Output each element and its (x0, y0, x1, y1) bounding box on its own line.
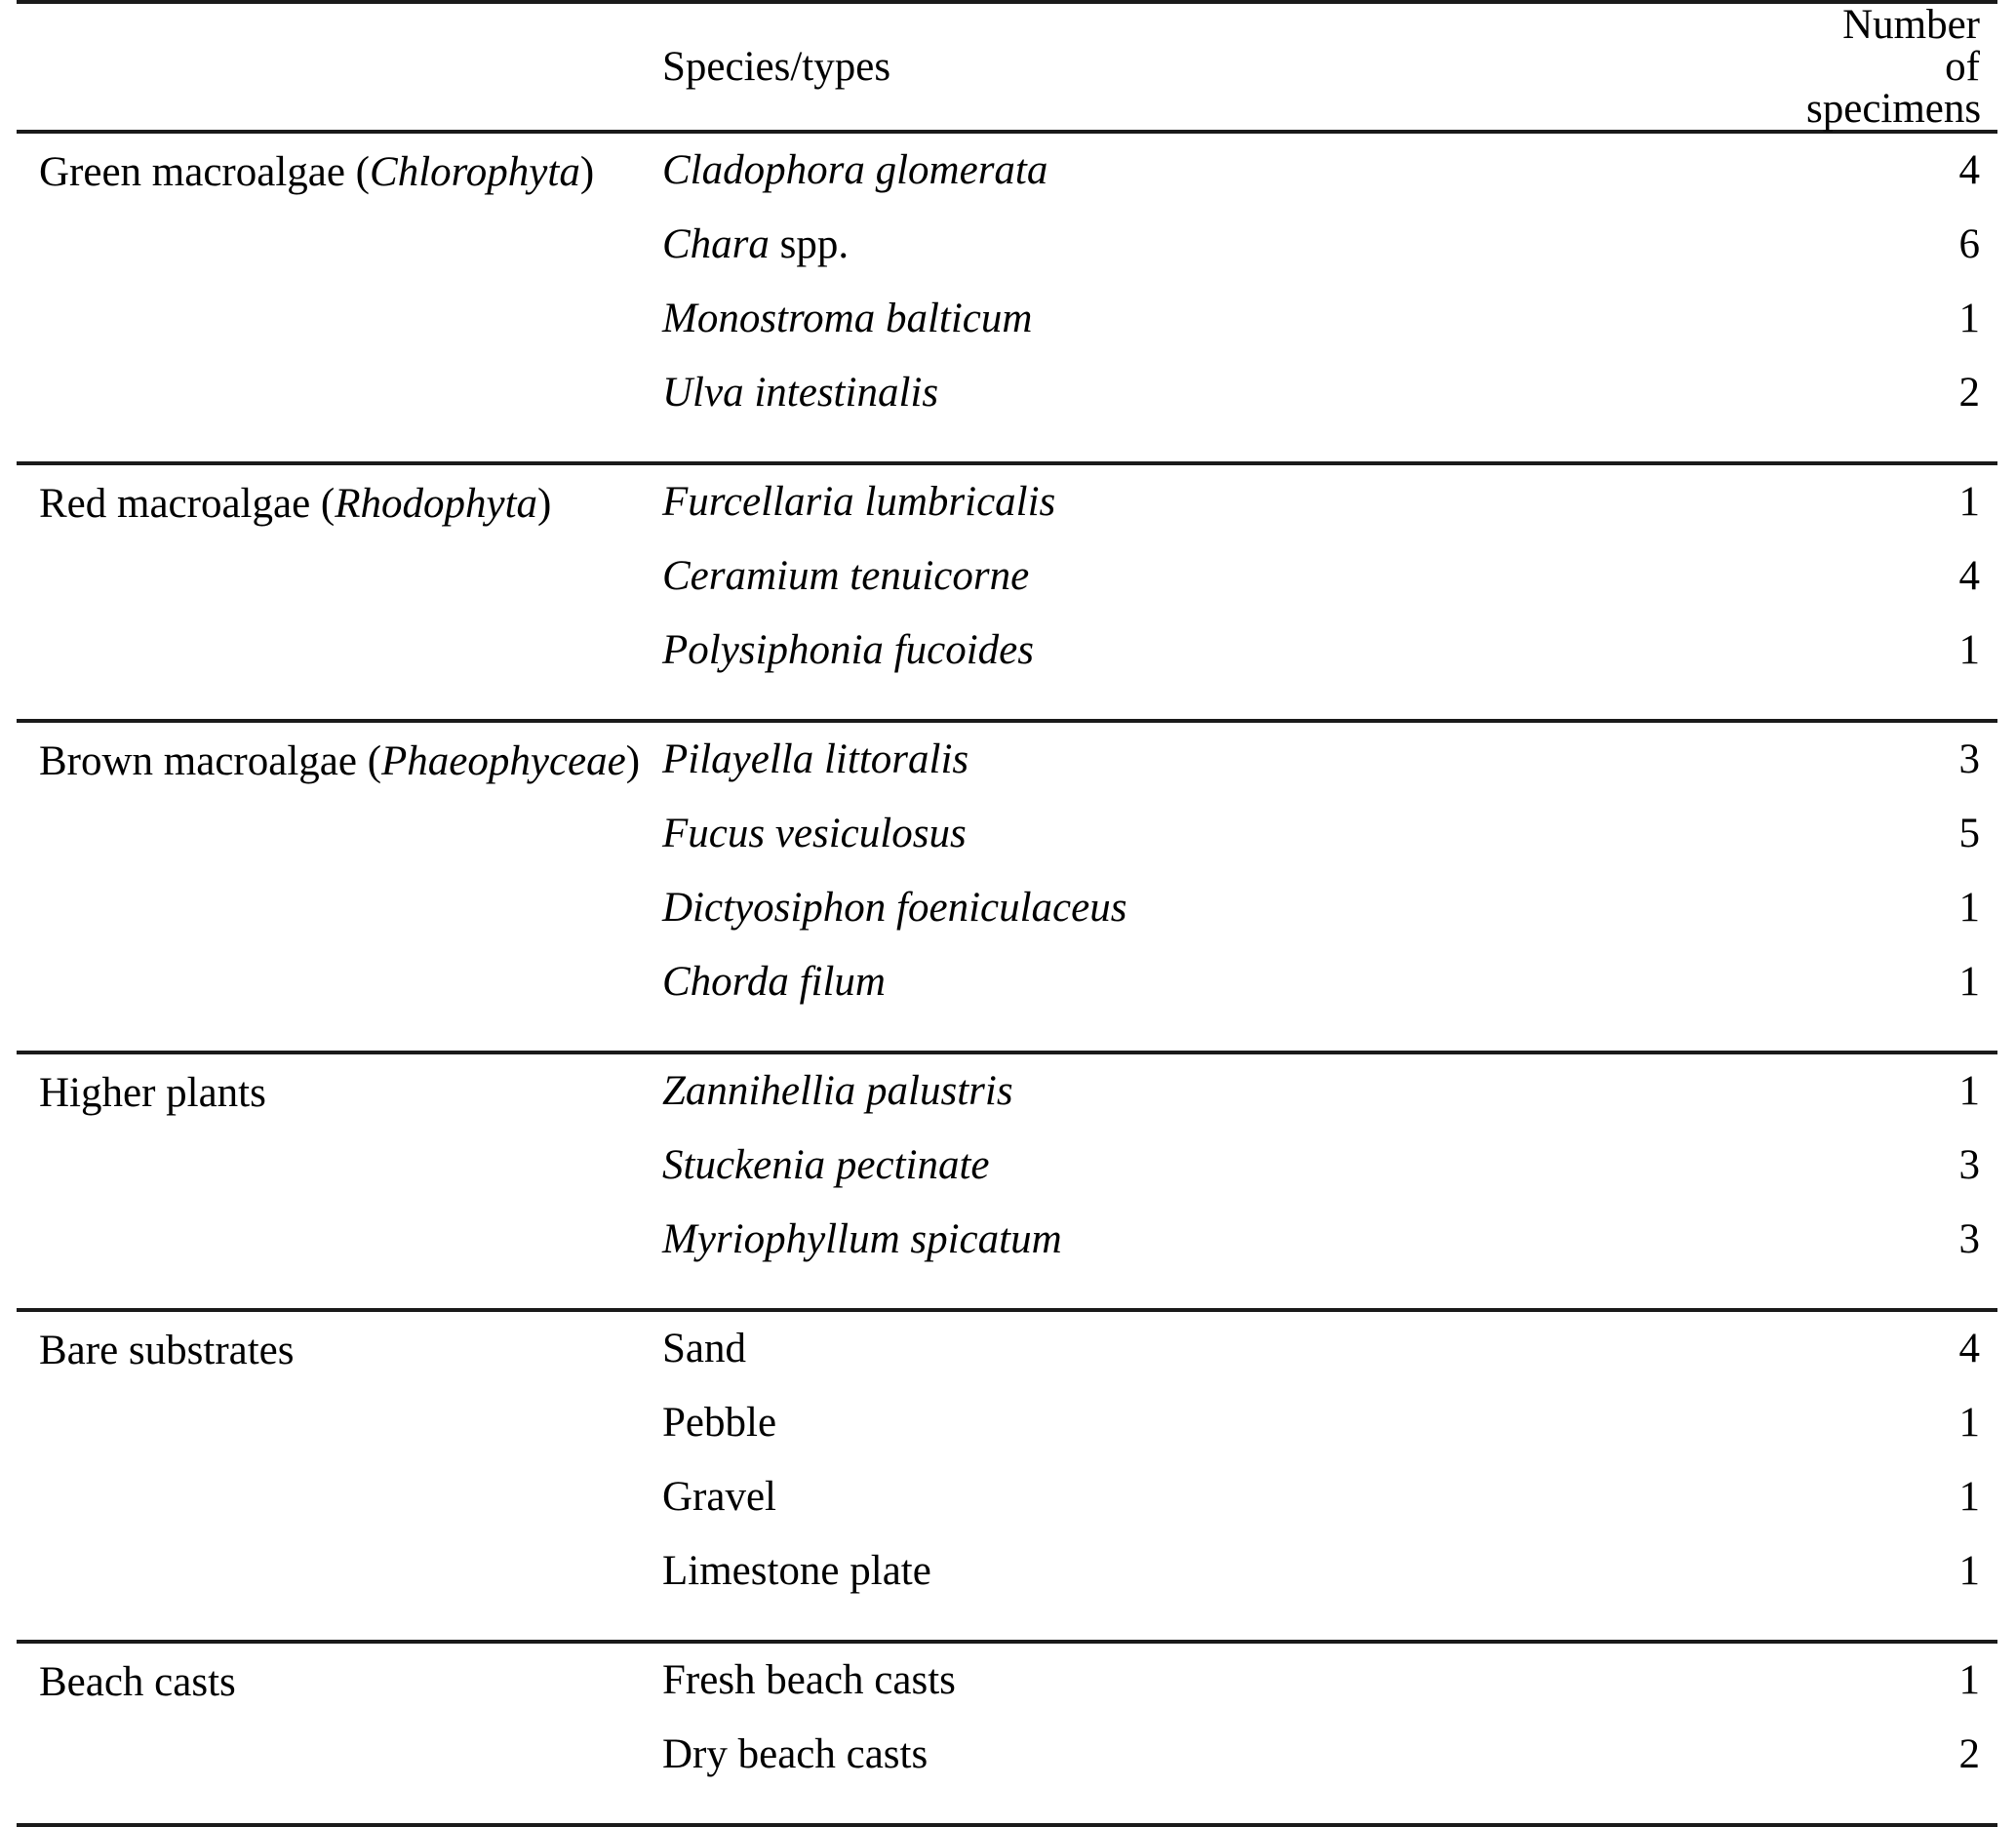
group-label-empty (17, 555, 655, 629)
group-label-empty (17, 1144, 655, 1218)
species-name: Pilayella littoralis (662, 736, 969, 782)
group-label: Beach casts (39, 1659, 236, 1705)
species-name: Polysiphonia fucoides (662, 627, 1034, 673)
specimen-count: 4 (1958, 1326, 1980, 1371)
row-spacer (17, 1035, 1997, 1051)
group-label-empty (17, 1402, 655, 1476)
specimen-count: 1 (1958, 1548, 1980, 1594)
group-label-empty (17, 887, 655, 961)
species-name: Stuckenia pectinate (662, 1142, 990, 1188)
group-label-taxon: Phaeophyceae (381, 738, 626, 784)
group-label-empty (17, 1476, 655, 1550)
row-spacer (17, 446, 1997, 461)
specimen-count: 1 (1958, 479, 1980, 525)
table-row (17, 481, 1997, 555)
species-name: Cladophora glomerata (662, 147, 1048, 193)
table-row (17, 1733, 1997, 1807)
column-header-group (17, 4, 655, 130)
table-row (17, 1328, 1997, 1402)
column-header-count: Number of specimens (1806, 2, 1982, 132)
species-name: Ulva intestinalis (662, 370, 939, 416)
row-spacer (17, 1807, 1997, 1823)
specimen-count: 5 (1958, 811, 1980, 856)
specimen-count: 1 (1958, 1657, 1980, 1703)
specimen-count: 1 (1958, 296, 1980, 341)
group-label-taxon: Chlorophyta (370, 149, 580, 195)
specimen-count: 4 (1958, 553, 1980, 599)
species-name: Gravel (662, 1474, 776, 1520)
species-name: Pebble (662, 1400, 777, 1446)
species-name: Monostroma balticum (662, 296, 1033, 341)
table-row (17, 1402, 1997, 1476)
group-label: Green macroalgae (Chlorophyta) (39, 149, 595, 195)
specimen-count: 4 (1958, 147, 1980, 193)
row-spacer (17, 1312, 1997, 1328)
species-name: Dry beach casts (662, 1731, 929, 1777)
table-row (17, 1070, 1997, 1144)
rule-bottom (17, 1823, 1997, 1827)
table-row (17, 629, 1997, 703)
table-row (17, 887, 1997, 961)
species-name: Fresh beach casts (662, 1657, 956, 1703)
table-row (17, 149, 1997, 223)
species-abbreviation: spp. (769, 221, 850, 267)
table-row (17, 961, 1997, 1035)
group-label-empty (17, 372, 655, 446)
specimen-count: 3 (1958, 1142, 1980, 1188)
table-row (17, 738, 1997, 813)
group-label-empty (17, 629, 655, 703)
group-label: Red macroalgae (Rhodophyta) (39, 481, 552, 527)
group-label-empty (17, 1550, 655, 1624)
table-row (17, 298, 1997, 372)
group-label-empty (17, 961, 655, 1035)
species-name: Fucus vesiculosus (662, 811, 967, 856)
group-label-empty (17, 1733, 655, 1807)
table-body (17, 134, 1997, 1827)
specimen-count: 3 (1958, 736, 1980, 782)
species-name: Ceramium tenuicorne (662, 553, 1030, 599)
group-label-empty (17, 223, 655, 298)
specimen-count: 1 (1958, 627, 1980, 673)
row-spacer (17, 1292, 1997, 1308)
table-row (17, 1550, 1997, 1624)
group-label: Higher plants (39, 1070, 266, 1116)
specimen-table (17, 0, 1997, 1827)
table-row (17, 372, 1997, 446)
table-row (17, 1218, 1997, 1292)
table-row (17, 555, 1997, 629)
row-spacer (17, 703, 1997, 719)
group-label-empty (17, 1218, 655, 1292)
species-name: Furcellaria lumbricalis (662, 479, 1056, 525)
table-row (17, 813, 1997, 887)
species-name: Sand (662, 1326, 746, 1371)
row-spacer (17, 1624, 1997, 1640)
species-name: Dictyosiphon foeniculaceus (662, 885, 1127, 931)
table-header (17, 0, 1997, 134)
species-name: Myriophyllum spicatum (662, 1216, 1062, 1262)
specimen-count: 2 (1958, 1731, 1980, 1777)
table-row (17, 1659, 1997, 1733)
table-row (17, 223, 1997, 298)
table-row (17, 1144, 1997, 1218)
specimen-count: 1 (1958, 1068, 1980, 1114)
group-label-empty (17, 813, 655, 887)
specimen-count: 1 (1958, 959, 1980, 1005)
species-name: Limestone plate (662, 1548, 931, 1594)
rule-line (17, 1823, 1997, 1827)
group-label: Brown macroalgae (Phaeophyceae) (39, 738, 641, 784)
specimen-count: 1 (1958, 885, 1980, 931)
specimen-count: 1 (1958, 1400, 1980, 1446)
species-name: Chorda filum (662, 959, 886, 1005)
specimen-count: 2 (1958, 370, 1980, 416)
group-label-empty (17, 298, 655, 372)
specimen-count: 3 (1958, 1216, 1980, 1262)
species-name: Zannihellia palustris (662, 1068, 1013, 1114)
group-label-taxon: Rhodophyta (335, 481, 538, 527)
header-row (17, 4, 1997, 130)
specimen-count: 1 (1958, 1474, 1980, 1520)
species-name: Chara spp. (662, 221, 850, 267)
specimen-count: 6 (1958, 221, 1980, 267)
table-row (17, 1476, 1997, 1550)
group-label: Bare substrates (39, 1328, 295, 1373)
row-spacer (17, 1644, 1997, 1659)
column-header-species: Species/types (662, 44, 891, 90)
row-spacer (17, 723, 1997, 738)
